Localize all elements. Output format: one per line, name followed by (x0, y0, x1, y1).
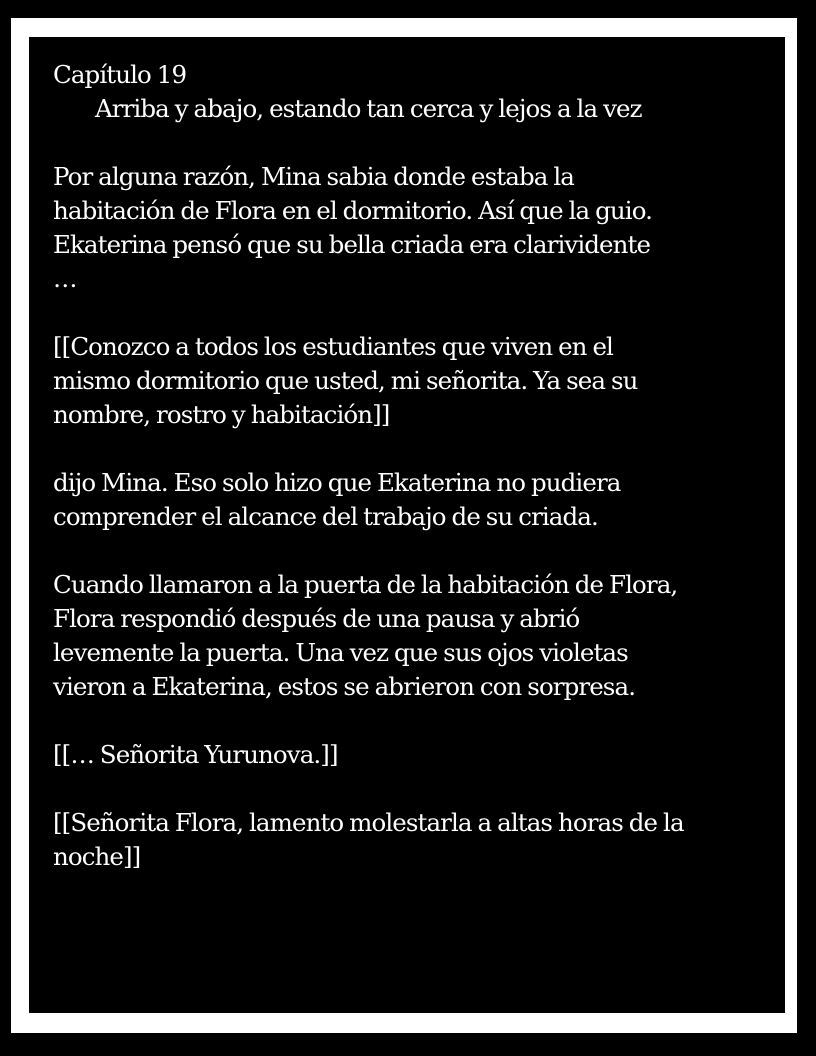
paragraph-gap (53, 432, 778, 466)
paragraph-5 (53, 738, 778, 772)
chapter-title: Arriba y abajo, estando tan cerca y lejos a la vez (95, 94, 642, 123)
text-line: nombre, rostro y habitación]] (53, 400, 390, 429)
text-line: Cuando llamaron a la puerta de la habitación de Flora, (53, 570, 678, 599)
paragraph-4 (53, 568, 778, 704)
text-line: Por alguna razón, Mina sabia donde estaba la (53, 162, 574, 191)
text-line: noche]] (53, 842, 141, 871)
text-line: vieron a Ekaterina, estos se abrieron con sorpresa. (53, 672, 636, 701)
text-line: mismo dormitorio que usted, mi señorita. Ya sea su (53, 366, 638, 395)
paragraph-gap (53, 704, 778, 738)
paragraph-6 (53, 806, 778, 874)
text-line: comprender el alcance del trabajo de su criada. (53, 502, 598, 531)
text-line: habitación de Flora en el dormitorio. Así que la guio. (53, 196, 653, 225)
text-line: … (53, 264, 77, 293)
document-body (53, 58, 778, 874)
paragraph-1 (53, 160, 778, 296)
text-line: [[… Señorita Yurunova.]] (53, 740, 338, 769)
paragraph-2 (53, 330, 778, 432)
paragraph-gap (53, 126, 778, 160)
text-line: Ekaterina pensó que su bella criada era clarividente (53, 230, 651, 259)
text-line: dijo Mina. Eso solo hizo que Ekaterina no pudiera (53, 468, 621, 497)
chapter-heading: Capítulo 19 (53, 60, 187, 89)
paragraph-gap (53, 534, 778, 568)
text-line: levemente la puerta. Una vez que sus ojos violetas (53, 638, 628, 667)
text-line: [[Conozco a todos los estudiantes que viven en el (53, 332, 613, 361)
paragraph-3 (53, 466, 778, 534)
paragraph-gap (53, 772, 778, 806)
text-line: [[Señorita Flora, lamento molestarla a altas horas de la (53, 808, 684, 837)
text-line: Flora respondió después de una pausa y abrió (53, 604, 580, 633)
paragraph-gap (53, 296, 778, 330)
